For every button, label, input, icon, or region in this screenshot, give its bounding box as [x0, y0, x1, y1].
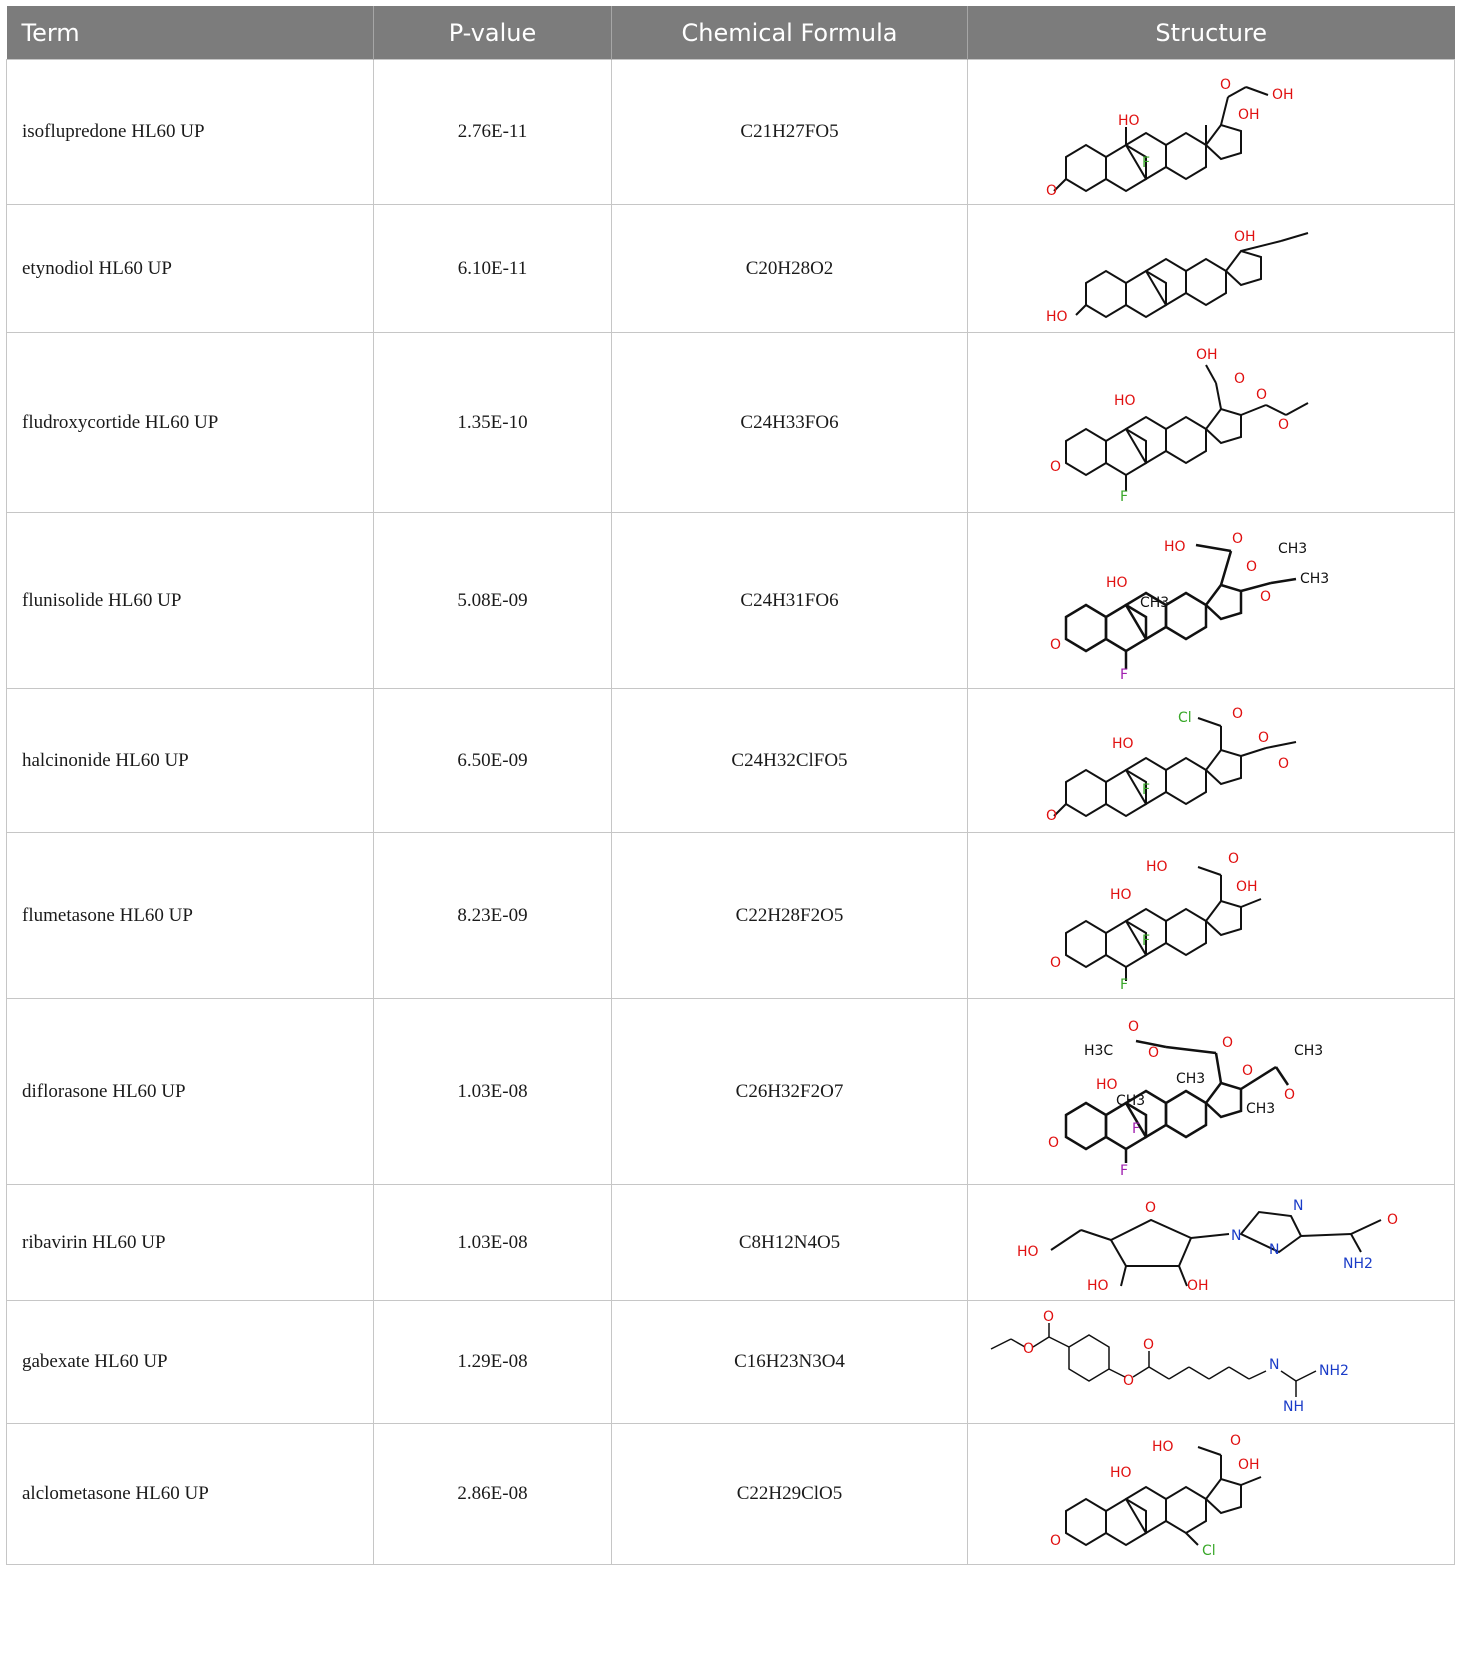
atom-label: O: [1050, 636, 1062, 653]
structure-cell: [968, 60, 1455, 205]
atom-label: O: [1278, 416, 1290, 433]
atom-label: O: [1230, 1433, 1242, 1449]
header-term: Term: [7, 6, 374, 60]
atom-label: CH3: [1176, 1070, 1206, 1087]
atom-label: CH3: [1294, 1042, 1324, 1059]
atom-label: F: [1120, 666, 1129, 681]
structure-cell: [968, 1301, 1455, 1424]
atom-label: HO: [1106, 574, 1128, 591]
ester-guanidine-structure-icon: [981, 1307, 1441, 1417]
atom-label: O: [1234, 370, 1246, 387]
formula-cell: C20H28O2: [612, 205, 968, 333]
steroid-acetonide-structure-icon: [1046, 343, 1376, 503]
steroid-acetonide-structure-icon: [1046, 521, 1376, 681]
atom-label: OH: [1236, 878, 1258, 895]
atom-label: CH3: [1140, 594, 1170, 611]
atom-label: O: [1148, 1044, 1160, 1061]
atom-label: HO: [1164, 538, 1186, 555]
formula-cell: C21H27FO5: [612, 60, 968, 205]
atom-label: O: [1284, 1086, 1296, 1103]
atom-label: O: [1046, 183, 1058, 197]
steroid-acetonide-structure-icon: [1046, 696, 1376, 826]
atom-label: O: [1145, 1200, 1157, 1216]
pvalue-cell: 1.35E-10: [374, 333, 612, 513]
atom-label: Cl: [1202, 1543, 1216, 1559]
atom-label: O: [1260, 588, 1272, 605]
structure-cell: [968, 333, 1455, 513]
structure-cell: [968, 513, 1455, 689]
header-formula: Chemical Formula: [612, 6, 968, 60]
atom-label: O: [1232, 530, 1244, 547]
atom-label: CH3: [1246, 1100, 1276, 1117]
formula-cell: C8H12N4O5: [612, 1185, 968, 1301]
pvalue-cell: 8.23E-09: [374, 833, 612, 999]
term-cell: diflorasone HL60 UP: [7, 999, 374, 1185]
term-cell: etynodiol HL60 UP: [7, 205, 374, 333]
atom-label: O: [1046, 807, 1058, 824]
atom-label: O: [1050, 954, 1062, 971]
atom-label: OH: [1238, 1457, 1260, 1473]
atom-label: HO: [1112, 735, 1134, 752]
term-cell: fludroxycortide HL60 UP: [7, 333, 374, 513]
atom-label: F: [1132, 1120, 1141, 1137]
atom-label: HO: [1110, 886, 1132, 903]
atom-label: CH3: [1300, 570, 1330, 587]
formula-cell: C24H33FO6: [612, 333, 968, 513]
atom-label: CH3: [1278, 540, 1308, 557]
atom-label: F: [1120, 488, 1129, 503]
atom-label: O: [1220, 77, 1232, 93]
formula-cell: C16H23N3O4: [612, 1301, 968, 1424]
atom-label: O: [1256, 386, 1268, 403]
nucleoside-structure-icon: [991, 1190, 1431, 1295]
atom-label: OH: [1238, 107, 1260, 123]
atom-label: HO: [1118, 113, 1140, 129]
formula-cell: C22H29ClO5: [612, 1424, 968, 1565]
atom-label: HO: [1152, 1439, 1174, 1455]
atom-label: N: [1231, 1228, 1242, 1244]
term-cell: flumetasone HL60 UP: [7, 833, 374, 999]
pvalue-cell: 1.29E-08: [374, 1301, 612, 1424]
atom-label: HO: [1017, 1244, 1039, 1260]
atom-label: F: [1120, 976, 1129, 991]
atom-label: CH3: [1116, 1092, 1146, 1109]
atom-label: O: [1023, 1341, 1035, 1357]
atom-label: O: [1228, 850, 1240, 867]
steroid-structure-icon: [1046, 211, 1376, 326]
atom-label: OH: [1187, 1278, 1209, 1294]
table-row: [7, 205, 1455, 333]
atom-label: HO: [1046, 309, 1068, 325]
atom-label: F: [1142, 781, 1151, 798]
atom-label: O: [1387, 1212, 1399, 1228]
formula-cell: C22H28F2O5: [612, 833, 968, 999]
atom-label: O: [1050, 1533, 1062, 1549]
atom-label: O: [1050, 458, 1062, 475]
atom-label: F: [1120, 1162, 1129, 1177]
atom-label: OH: [1234, 229, 1256, 245]
atom-label: NH2: [1343, 1256, 1373, 1272]
steroid-structure-icon: [1046, 1007, 1376, 1177]
steroid-structure-icon: [1046, 1429, 1376, 1559]
atom-label: H3C: [1084, 1042, 1114, 1059]
atom-label: O: [1258, 729, 1270, 746]
structure-cell: [968, 833, 1455, 999]
table-row: [7, 333, 1455, 513]
table-row: [7, 833, 1455, 999]
atom-label: O: [1232, 705, 1244, 722]
structure-cell: [968, 689, 1455, 833]
pvalue-cell: 5.08E-09: [374, 513, 612, 689]
atom-label: OH: [1196, 346, 1218, 363]
atom-label: HO: [1110, 1465, 1132, 1481]
atom-label: HO: [1096, 1076, 1118, 1093]
pvalue-cell: 1.03E-08: [374, 1185, 612, 1301]
pvalue-cell: 2.76E-11: [374, 60, 612, 205]
atom-label: HO: [1146, 858, 1168, 875]
table-row: [7, 1185, 1455, 1301]
structure-cell: [968, 1185, 1455, 1301]
term-cell: flunisolide HL60 UP: [7, 513, 374, 689]
atom-label: N: [1269, 1357, 1280, 1373]
header-row: [7, 6, 1455, 60]
atom-label: Cl: [1178, 709, 1192, 726]
pvalue-cell: 2.86E-08: [374, 1424, 612, 1565]
atom-label: NH2: [1319, 1363, 1349, 1379]
table-row: [7, 999, 1455, 1185]
atom-label: N: [1293, 1198, 1304, 1214]
atom-label: O: [1222, 1034, 1234, 1051]
atom-label: OH: [1272, 87, 1294, 103]
formula-cell: C24H31FO6: [612, 513, 968, 689]
formula-cell: C26H32F2O7: [612, 999, 968, 1185]
atom-label: O: [1242, 1062, 1254, 1079]
formula-cell: C24H32ClFO5: [612, 689, 968, 833]
steroid-structure-icon: [1046, 67, 1376, 197]
atom-label: O: [1246, 558, 1258, 575]
pvalue-cell: 6.10E-11: [374, 205, 612, 333]
term-cell: alclometasone HL60 UP: [7, 1424, 374, 1565]
atom-label: NH: [1283, 1399, 1304, 1415]
structure-cell: [968, 205, 1455, 333]
structure-cell: [968, 1424, 1455, 1565]
table-row: [7, 1301, 1455, 1424]
term-cell: gabexate HL60 UP: [7, 1301, 374, 1424]
table-row: [7, 689, 1455, 833]
pvalue-cell: 6.50E-09: [374, 689, 612, 833]
atom-label: O: [1048, 1134, 1060, 1151]
atom-label: O: [1278, 755, 1290, 772]
atom-label: O: [1128, 1018, 1140, 1035]
atom-label: O: [1143, 1337, 1155, 1353]
atom-label: O: [1123, 1373, 1135, 1389]
structure-cell: [968, 999, 1455, 1185]
atom-label: F: [1142, 155, 1151, 171]
atom-label: F: [1142, 932, 1151, 949]
compound-table: [6, 6, 1455, 1565]
term-cell: ribavirin HL60 UP: [7, 1185, 374, 1301]
table-row: [7, 513, 1455, 689]
header-structure: Structure: [968, 6, 1455, 60]
header-pvalue: P-value: [374, 6, 612, 60]
atom-label: N: [1269, 1242, 1280, 1258]
atom-label: O: [1043, 1309, 1055, 1325]
term-cell: isoflupredone HL60 UP: [7, 60, 374, 205]
atom-label: HO: [1087, 1278, 1109, 1294]
term-cell: halcinonide HL60 UP: [7, 689, 374, 833]
table-row: [7, 60, 1455, 205]
pvalue-cell: 1.03E-08: [374, 999, 612, 1185]
steroid-structure-icon: [1046, 841, 1376, 991]
atom-label: HO: [1114, 392, 1136, 409]
table-row: [7, 1424, 1455, 1565]
